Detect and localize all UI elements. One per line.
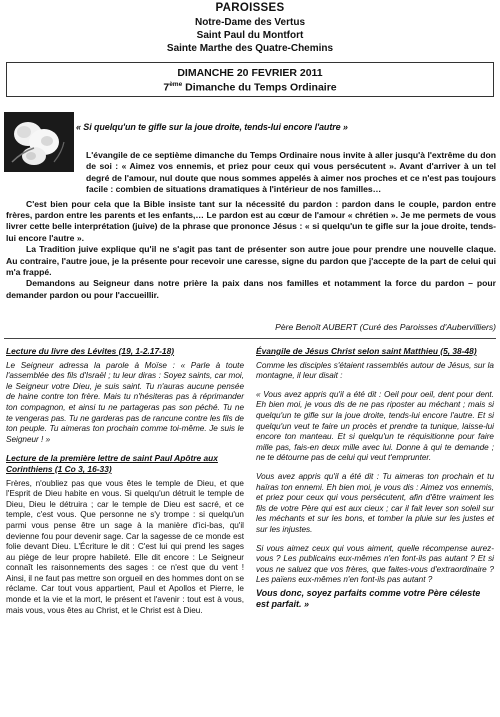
date-box <box>6 62 494 97</box>
sunday-name: Dimanche du Temps Ordinaire <box>182 81 337 94</box>
reading-2-text: Frères, n'oubliez pas que vous êtes le temple de Dieu, et que l'Esprit de Dieu habite en vous. Si quelqu'un détruit le temple de Dieu, Dieu le détruira ; car le temple de Dieu est sacré, et ce temple, c'est vous. Que personne ne s'y trompe : si quelqu'un parmi vous pense être un sage à la manière d'ici-bas, qu'il devienne fou pour devenir sage. Car la sagesse de ce monde est folie devant Dieu. L'Écriture le dit : C'est lui qui prend les sages au piège de leur propre habileté. Elle dit encore : Le Seigneur connaît les raisonnements des sages : ce n'est que du vent ! Ainsi, il ne faut pas mettre son orgueil en des hommes dont on se réclame. Car tout vous appartient, Paul et Apollos et Pierre, le monde et la vie et la mort, le présent et l'avenir : tout est à vous, mais vous, vous êtes au Christ, et le Christ est à Dieu. <box>6 478 244 615</box>
gospel-quote: « Si quelqu'un te gifle sur la joue droite, tends-lui encore l'autre » <box>76 122 348 132</box>
reading-2-heading: Lecture de la première lettre de saint Paul Apôtre aux Corinthiens (1 Co 3, 16-33) <box>6 453 218 474</box>
parish-name-3: Sainte Marthe des Quatre-Chemins <box>166 43 334 54</box>
ordinal-number: 7 <box>163 81 170 94</box>
gospel-paragraph-2: Vous avez appris qu'il a été dit : Tu aimeras ton prochain et tu haïras ton ennemi. Eh bien moi, je vous dis : Aimez vos ennemis, et priez pour ceux qui vous persécutent, afin d'être vraiment les fils de votre Père qui est aux cieux ; car il fait lever son soleil sur les méchants et sur les bons, et tomber la pluie sur les justes et sur les injustes. <box>256 471 494 534</box>
liturgical-sunday <box>7 81 493 94</box>
editorial-paragraph-3: La Tradition juive explique qu'il ne s'agit pas tant de présenter son autre joue pour prendre une nouvelle claque. Au contraire, l'autre joue, je la présente pour recevoir une caresse, signe du pardon que j'accepte de la part de celui qui m'a frappé. <box>6 244 496 278</box>
readings-column <box>6 346 244 616</box>
ordinal-suffix: ème <box>169 81 183 88</box>
gospel-column <box>256 346 494 619</box>
gospel-paragraph-3: Si vous aimez ceux qui vous aiment, quelle récompense aurez-vous ? Les publicains eux-mêmes n'en font-ils pas autant ? Et si vous ne saluez que vos frères, que faites-vous d'extraordinaire ? Les païens eux-mêmes n'en font-ils pas autant ? <box>256 543 494 585</box>
reading-1-text: Le Seigneur adressa la parole à Moïse : « Parle à toute l'assemblée des fils d'Israël ; tu leur diras : Soyez saints, car moi, le Seigneur votre Dieu, je suis saint. Tu n'auras aucune pensée de haine contre ton frère. Mais tu n'hésiteras pas à réprimander ton compagnon, et ainsi tu ne partageras pas son péché. Tu ne te vengeras pas. Tu ne garderas pas de rancune contre les fils de ton peuple. Tu aimeras ton prochain comme toi-même. Je suis le Seigneur ! » <box>6 360 244 444</box>
gospel-intro: Comme les disciples s'étaient rassemblés autour de Jésus, sur la montagne, il leur disait : <box>256 360 494 381</box>
editorial-paragraph-2: C'est bien pour cela que la Bible insiste tant sur la nécessité du pardon : pardon dans le couple, pardon entre frères, pardon entre les parents et les enfants,… Le pardon est au cœur de l'amour « chrétien ». Je me permets de vous livrer cette belle interprétation (juive) de la phrase que prononce Jésus : « si quelqu'un te gifle sur la joue droite, tends-lui encore l'autre ». <box>6 198 496 243</box>
parish-name-1: Notre-Dame des Vertus <box>194 17 306 28</box>
gospel-conclusion: Vous donc, soyez parfaits comme votre Père céleste est parfait. » <box>256 587 481 609</box>
parish-title: PAROISSES <box>215 2 285 14</box>
parish-name-2: Saint Paul du Montfort <box>196 30 304 41</box>
editorial-text <box>6 150 496 301</box>
editorial-paragraph-4: Demandons au Seigneur dans notre prière la paix dans nos familles et notamment la force du pardon – pour demander pardon ou pour l'accueillir. <box>6 278 496 300</box>
gospel-heading: Évangile de Jésus Christ selon saint Matthieu (5, 38-48) <box>256 346 477 356</box>
sunday-date: DIMANCHE 20 FEVRIER 2011 <box>177 67 323 79</box>
author-signature: Père Benoît AUBERT (Curé des Paroisses d'Aubervilliers) <box>275 322 496 332</box>
reading-1-heading: Lecture du livre des Lévites (19, 1-2.17-18) <box>6 346 175 356</box>
gospel-paragraph-1: « Vous avez appris qu'il a été dit : Oeil pour oeil, dent pour dent. Eh bien moi, je vous dis de ne pas riposter au méchant ; mais si quelqu'un te gifle sur la joue droite, tends-lui encore l'autre. Et si quelqu'un veut te faire un procès et prendre ta tunique, laisse-lui encore ton manteau. Et si quelqu'un te réquisitionne pour faire mille pas, fais-en deux mille avec lui. Donne à qui te demande ; ne te détourne pas de celui qui veut t'emprunter. <box>256 389 494 463</box>
section-divider <box>4 338 496 339</box>
editorial-paragraph-1: L'évangile de ce septième dimanche du Temps Ordinaire nous invite à aller jusqu'à l'extrême du don de soi : « Aimez vos ennemis, et priez pour ceux qui vous persécutent ». Avant d'arriver à un tel degré de l'amour, nul doute que nous sommes appelés à aimer nos proches et ce n'est pas toujours facile : combien de situations dramatiques à l'intérieur de nos familles… <box>86 150 496 195</box>
